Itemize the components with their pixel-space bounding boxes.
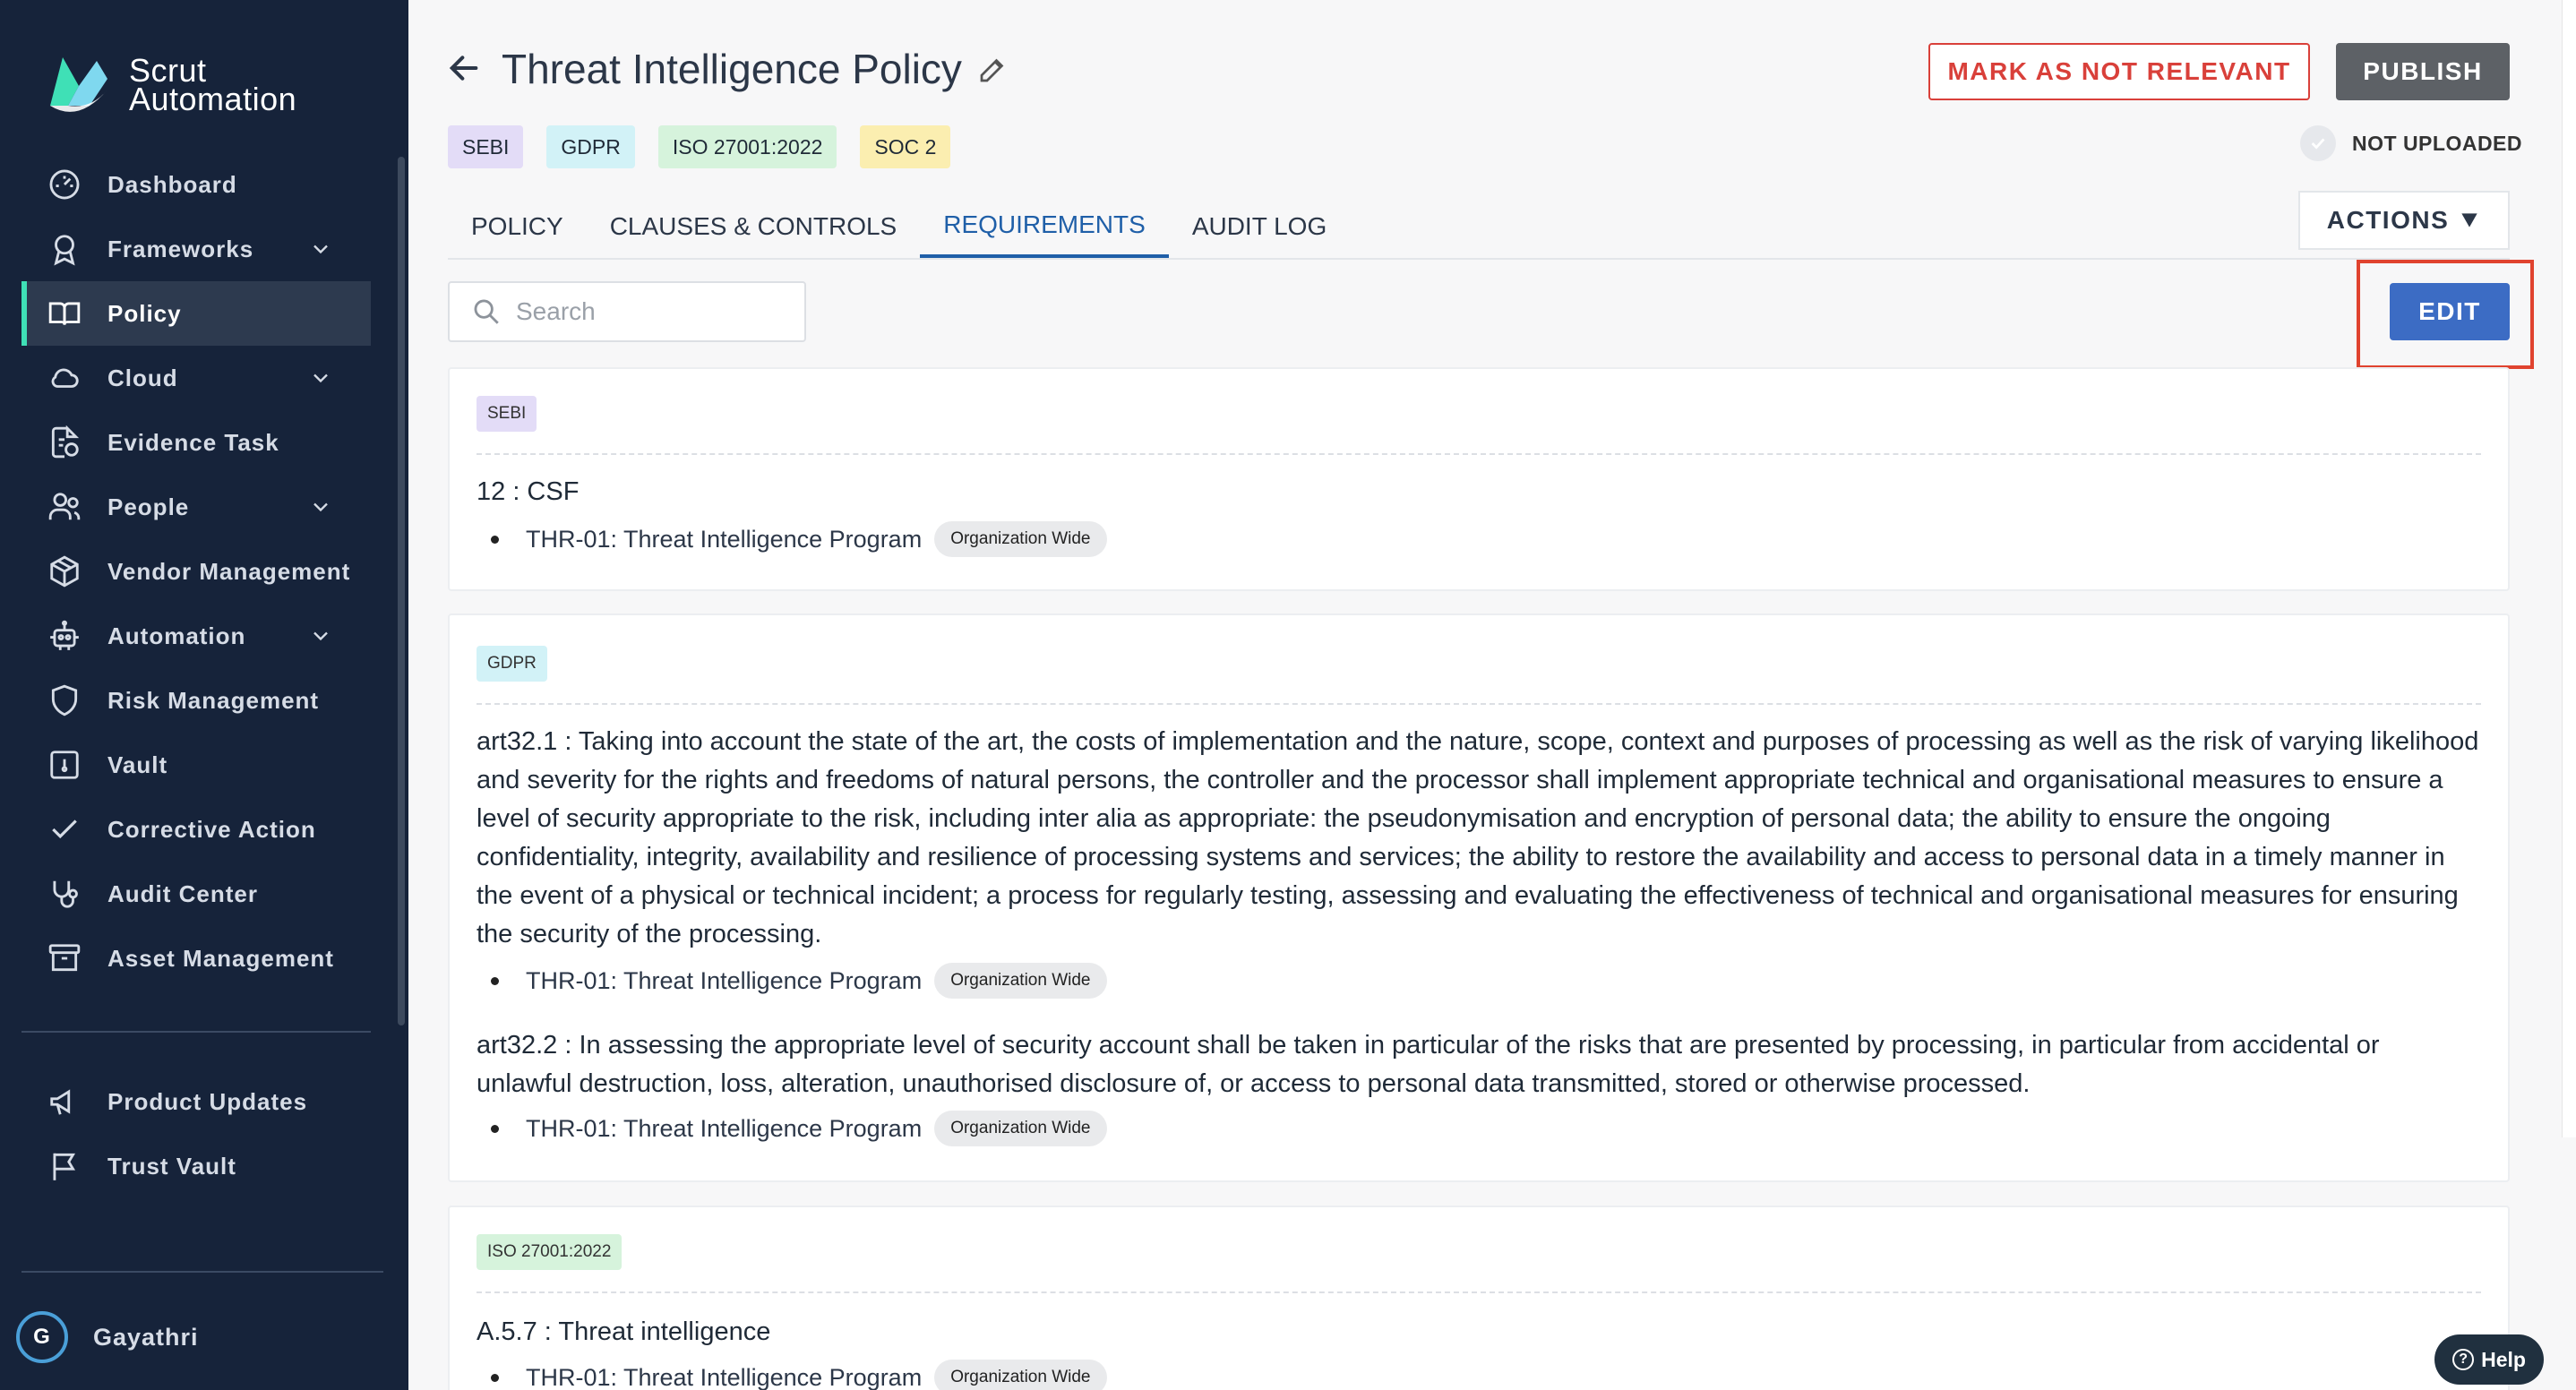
sidebar-item-dashboard[interactable] — [21, 152, 371, 217]
requirement-card-sebi — [448, 367, 2510, 591]
sidebar-item-asset-management[interactable] — [21, 926, 371, 991]
chevron-down-icon[interactable] — [308, 494, 333, 519]
tab-divider — [448, 258, 2510, 260]
package-icon — [47, 553, 82, 589]
search-icon — [471, 296, 502, 327]
sidebar-item-cloud[interactable] — [21, 346, 371, 410]
help-button[interactable] — [2434, 1334, 2544, 1385]
control-item[interactable] — [477, 963, 1107, 999]
sidebar-item-label: Frameworks — [107, 235, 254, 262]
robot-icon — [47, 618, 82, 654]
framework-chip: ISO 27001:2022 — [477, 1234, 622, 1270]
tag-gdpr: GDPR — [546, 125, 634, 168]
sidebar-item-label: People — [107, 493, 190, 520]
sidebar-item-vendor-management[interactable] — [21, 539, 371, 604]
tab-requirements[interactable]: REQUIREMENTS — [920, 195, 1169, 258]
people-icon — [47, 489, 82, 525]
question-icon: ? — [2452, 1349, 2474, 1370]
sidebar-item-label: Product Updates — [107, 1087, 308, 1115]
control-label: THR-01: Threat Intelligence Program — [526, 525, 923, 553]
scope-badge: Organization Wide — [934, 521, 1106, 557]
mark-not-relevant-button[interactable]: MARK AS NOT RELEVANT — [1928, 43, 2310, 100]
actions-label: ACTIONS — [2326, 206, 2450, 234]
dashed-divider — [477, 453, 2481, 455]
tag-sebi: SEBI — [448, 125, 523, 168]
brand-line2: Automation — [129, 81, 297, 117]
sidebar-item-label: Corrective Action — [107, 815, 316, 843]
sidebar-item-automation[interactable] — [21, 604, 371, 668]
chevron-down-icon[interactable] — [308, 236, 333, 262]
sidebar-item-label: Risk Management — [107, 686, 320, 714]
framework-chip: GDPR — [477, 646, 547, 682]
sidebar-item-label: Vault — [107, 751, 168, 778]
bullet — [491, 977, 499, 985]
help-label: Help — [2481, 1347, 2526, 1371]
sidebar-item-evidence-task[interactable] — [21, 410, 371, 475]
scope-badge: Organization Wide — [934, 1360, 1106, 1390]
dashboard-icon — [47, 167, 82, 202]
stethoscope-icon — [47, 876, 82, 912]
tag-soc2: SOC 2 — [860, 125, 950, 168]
tag-iso: ISO 27001:2022 — [658, 125, 837, 168]
tab-policy[interactable]: POLICY — [471, 212, 563, 240]
page-title: Threat Intelligence Policy — [502, 46, 962, 92]
brand-logo[interactable] — [45, 54, 296, 116]
sidebar-item-label: Policy — [107, 299, 182, 327]
dashed-divider — [477, 1291, 2481, 1293]
framework-tags — [448, 125, 974, 168]
sidebar-item-label: Trust Vault — [107, 1152, 236, 1180]
actions-dropdown[interactable] — [2298, 191, 2510, 250]
sidebar — [0, 0, 408, 1390]
scope-badge: Organization Wide — [934, 1111, 1106, 1146]
sidebar-item-label: Cloud — [107, 364, 178, 391]
user-name: Gayathri — [93, 1323, 199, 1351]
pencil-icon[interactable] — [976, 54, 1009, 86]
check-icon — [47, 811, 82, 847]
vault-icon — [47, 747, 82, 783]
sidebar-item-label: Vendor Management — [107, 557, 351, 585]
award-icon — [47, 231, 82, 267]
user-profile[interactable] — [16, 1311, 199, 1363]
bullet — [491, 536, 499, 544]
sidebar-item-frameworks[interactable] — [21, 217, 371, 281]
file-check-icon — [47, 425, 82, 460]
sidebar-item-policy[interactable] — [21, 281, 371, 346]
sidebar-item-label: Automation — [107, 622, 246, 649]
control-item[interactable] — [477, 521, 1107, 557]
control-item[interactable] — [477, 1360, 1107, 1390]
publish-button[interactable]: PUBLISH — [2336, 43, 2510, 100]
sidebar-item-risk-management[interactable] — [21, 668, 371, 733]
tab-audit-log[interactable]: AUDIT LOG — [1191, 212, 1327, 240]
requirement-title: A.5.7 : Threat intelligence — [477, 1317, 771, 1346]
sidebar-item-label: Dashboard — [107, 170, 237, 198]
sidebar-divider — [21, 1031, 371, 1033]
bullet — [491, 1125, 499, 1133]
sidebar-item-people[interactable] — [21, 475, 371, 539]
main-scrollbar[interactable] — [2562, 0, 2576, 1137]
tab-clauses-controls[interactable]: CLAUSES & CONTROLS — [609, 212, 897, 240]
sidebar-item-label: Asset Management — [107, 944, 334, 972]
requirement-card-gdpr — [448, 613, 2510, 1182]
back-arrow-icon[interactable] — [446, 50, 482, 86]
scope-badge: Organization Wide — [934, 963, 1106, 999]
caret-down-icon — [2458, 209, 2481, 232]
sidebar-nav — [21, 152, 371, 991]
bullet — [491, 1374, 499, 1382]
shield-icon — [47, 682, 82, 718]
megaphone-icon — [47, 1084, 82, 1120]
dashed-divider — [477, 703, 2481, 705]
archive-icon — [47, 940, 82, 976]
cloud-icon — [47, 360, 82, 396]
framework-chip: SEBI — [477, 396, 537, 432]
brand-name — [129, 52, 297, 117]
upload-status — [2300, 125, 2522, 161]
sidebar-item-product-updates[interactable] — [21, 1069, 371, 1134]
sidebar-item-vault[interactable] — [21, 733, 371, 797]
control-item[interactable] — [477, 1111, 1107, 1146]
control-label: THR-01: Threat Intelligence Program — [526, 1114, 923, 1142]
chevron-down-icon[interactable] — [308, 623, 333, 648]
sidebar-secondary-nav — [21, 1069, 371, 1198]
sidebar-bottom-divider — [21, 1271, 383, 1273]
edit-button[interactable]: EDIT — [2390, 283, 2510, 340]
book-icon — [47, 296, 82, 331]
scrut-logo-icon — [45, 54, 113, 116]
sidebar-scrollbar[interactable] — [398, 157, 405, 1025]
sidebar-item-corrective-action[interactable] — [21, 797, 371, 862]
search-input[interactable] — [516, 297, 785, 326]
requirement-card-iso — [448, 1206, 2510, 1390]
avatar: G — [16, 1311, 68, 1363]
tab-bar — [448, 195, 1350, 258]
control-label: THR-01: Threat Intelligence Program — [526, 966, 923, 994]
sidebar-item-label: Audit Center — [107, 879, 258, 907]
requirement-title: art32.2 : In assessing the appropriate level of security account shall be taken in particular of the risks that are presented by processing, in particular from accidental or unlawful destruction, loss, alteration, unauthorised disclosure of, or access to personal data transmitted, stored or otherwise processed. — [477, 1031, 2380, 1098]
flag-icon — [47, 1148, 82, 1184]
requirement-title: art32.1 : Taking into account the state of the art, the costs of implementation and the nature, scope, context and purposes of processing as well as the risk of varying likelihood and severity for the rights and freedoms of natural persons, the controller and the processor shall implement appropriate technical and organisational measures to ensure a level of security appropriate to the risk, including inter alia as appropriate: the pseudonymisation and encryption of personal data; the ability to ensure the ongoing confidentiality, integrity, availability and resilience of processing systems and services; the ability to restore the availability and access to personal data in a timely manner in the event of a physical or technical incident; a process for regularly testing, assessing and evaluating the effectiveness of technical and organisational measures for ensuring the security of the processing. — [477, 727, 2479, 948]
requirement-title: 12 : CSF — [477, 477, 580, 506]
sidebar-item-trust-vault[interactable] — [21, 1134, 371, 1198]
chevron-down-icon[interactable] — [308, 365, 333, 390]
brand-line1: Scrut — [129, 52, 207, 89]
sidebar-item-label: Evidence Task — [107, 428, 279, 456]
search-box[interactable] — [448, 281, 806, 342]
control-label: THR-01: Threat Intelligence Program — [526, 1363, 923, 1390]
sidebar-item-audit-center[interactable] — [21, 862, 371, 926]
upload-status-label: NOT UPLOADED — [2352, 131, 2522, 155]
check-circle-icon — [2300, 125, 2336, 161]
